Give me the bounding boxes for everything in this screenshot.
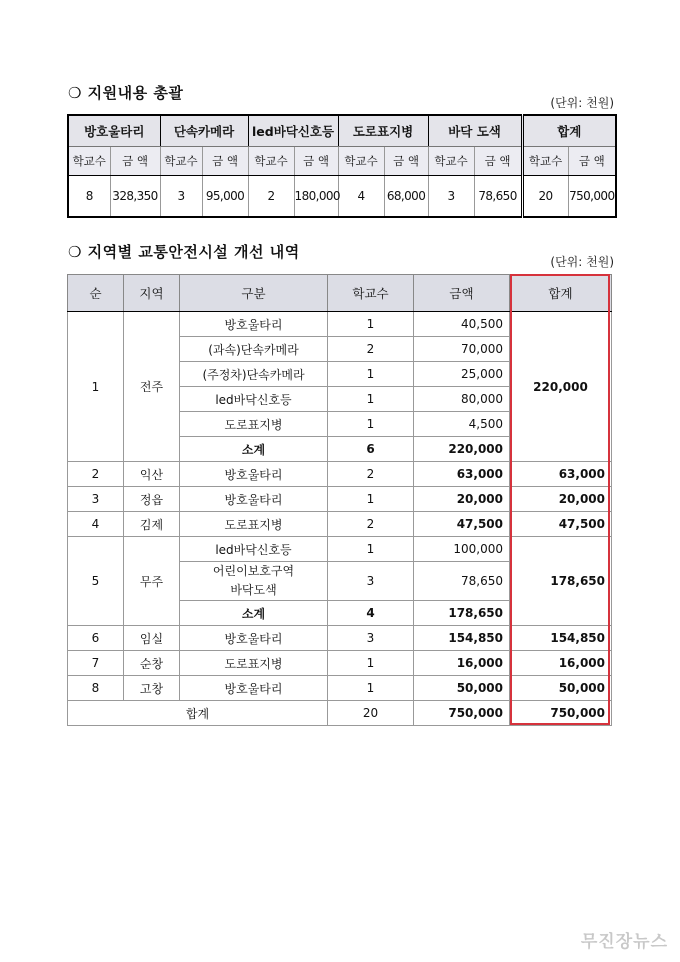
amount-cell: 16,000	[414, 651, 510, 676]
table-row	[68, 537, 612, 562]
amount-cell: 100,000	[414, 537, 510, 562]
sub-header-schools: 학교수	[428, 147, 474, 176]
sub-header-amount: 금 액	[294, 147, 338, 176]
sub-header-amount: 금 액	[568, 147, 616, 176]
type-cell: (과속)단속카메라	[180, 337, 328, 362]
summary-table	[67, 114, 617, 218]
schools-cell: 3	[328, 626, 414, 651]
row-number: 8	[68, 676, 124, 701]
section-title-summary: ❍ 지원내용 총괄	[68, 84, 184, 102]
schools-cell: 1	[328, 537, 414, 562]
summary-cell: 2	[248, 176, 294, 218]
summary-cell: 8	[68, 176, 110, 218]
table-row	[68, 462, 612, 487]
col-header-amount: 금액	[414, 275, 510, 312]
grand-total-total: 750,000	[510, 701, 612, 726]
summary-cell: 78,650	[474, 176, 522, 218]
type-line: 어린이보호구역	[212, 564, 295, 578]
amount-cell: 4,500	[414, 412, 510, 437]
region-name: 전주	[124, 312, 180, 462]
unit-label-summary: (단위: 천원)	[550, 96, 614, 110]
category-header: led바닥신호등	[248, 115, 338, 147]
type-cell: 방호울타리	[180, 487, 328, 512]
category-header: 방호울타리	[68, 115, 160, 147]
amount-cell: 70,000	[414, 337, 510, 362]
type-cell	[180, 562, 328, 601]
type-cell: led바닥신호등	[180, 387, 328, 412]
type-cell: (주정차)단속카메라	[180, 362, 328, 387]
schools-cell: 1	[328, 312, 414, 337]
section-title-region: ❍ 지역별 교통안전시설 개선 내역	[68, 243, 300, 261]
amount-cell: 154,850	[414, 626, 510, 651]
region-total: 50,000	[510, 676, 612, 701]
amount-cell: 50,000	[414, 676, 510, 701]
region-total: 47,500	[510, 512, 612, 537]
region-total: 20,000	[510, 487, 612, 512]
type-line: 바닥도색	[230, 583, 277, 597]
type-cell: 방호울타리	[180, 462, 328, 487]
subtotal-schools: 4	[328, 601, 414, 626]
grand-total-schools: 20	[328, 701, 414, 726]
summary-cell: 4	[338, 176, 384, 218]
type-cell: 방호울타리	[180, 312, 328, 337]
subtotal-amount: 178,650	[414, 601, 510, 626]
sub-header-amount: 금 액	[474, 147, 522, 176]
table-row	[68, 626, 612, 651]
schools-cell: 1	[328, 487, 414, 512]
region-name: 임실	[124, 626, 180, 651]
sub-header-schools: 학교수	[338, 147, 384, 176]
region-name: 고창	[124, 676, 180, 701]
schools-cell: 1	[328, 412, 414, 437]
schools-cell: 1	[328, 676, 414, 701]
category-header: 도로표지병	[338, 115, 428, 147]
schools-cell: 1	[328, 651, 414, 676]
region-total: 16,000	[510, 651, 612, 676]
amount-cell: 47,500	[414, 512, 510, 537]
region-total: 63,000	[510, 462, 612, 487]
col-header-no: 순	[68, 275, 124, 312]
amount-cell: 20,000	[414, 487, 510, 512]
region-name: 무주	[124, 537, 180, 626]
sub-header-amount: 금 액	[202, 147, 248, 176]
category-header-total: 합계	[522, 115, 616, 147]
region-total: 154,850	[510, 626, 612, 651]
type-cell: 도로표지병	[180, 512, 328, 537]
type-cell: 도로표지병	[180, 412, 328, 437]
type-cell: 도로표지병	[180, 651, 328, 676]
sub-header-amount: 금 액	[384, 147, 428, 176]
region-name: 정읍	[124, 487, 180, 512]
row-number: 2	[68, 462, 124, 487]
schools-cell: 2	[328, 337, 414, 362]
region-table	[67, 274, 612, 726]
summary-values-row	[68, 176, 616, 218]
sub-header-schools: 학교수	[68, 147, 110, 176]
amount-cell: 80,000	[414, 387, 510, 412]
table-row	[68, 312, 612, 337]
amount-cell: 63,000	[414, 462, 510, 487]
schools-cell: 2	[328, 512, 414, 537]
row-number: 3	[68, 487, 124, 512]
schools-cell: 2	[328, 462, 414, 487]
summary-cell: 3	[428, 176, 474, 218]
summary-cell: 3	[160, 176, 202, 218]
subtotal-schools: 6	[328, 437, 414, 462]
table-row	[68, 512, 612, 537]
row-number: 5	[68, 537, 124, 626]
region-name: 익산	[124, 462, 180, 487]
amount-cell: 25,000	[414, 362, 510, 387]
col-header-region: 지역	[124, 275, 180, 312]
row-number: 4	[68, 512, 124, 537]
region-name: 순창	[124, 651, 180, 676]
col-header-type: 구분	[180, 275, 328, 312]
subtotal-amount: 220,000	[414, 437, 510, 462]
sub-header-amount: 금 액	[110, 147, 160, 176]
sub-header-schools: 학교수	[248, 147, 294, 176]
region-total: 178,650	[510, 537, 612, 626]
amount-cell: 40,500	[414, 312, 510, 337]
category-header: 바닥 도색	[428, 115, 522, 147]
row-number: 1	[68, 312, 124, 462]
row-number: 6	[68, 626, 124, 651]
type-cell: 방호울타리	[180, 626, 328, 651]
schools-cell: 1	[328, 362, 414, 387]
type-cell: 방호울타리	[180, 676, 328, 701]
sub-header-schools: 학교수	[522, 147, 568, 176]
summary-cell: 68,000	[384, 176, 428, 218]
summary-cell: 180,000	[294, 176, 338, 218]
schools-cell: 1	[328, 387, 414, 412]
summary-cell: 328,350	[110, 176, 160, 218]
unit-label-region: (단위: 천원)	[550, 255, 614, 269]
table-row	[68, 487, 612, 512]
sub-header-schools: 학교수	[160, 147, 202, 176]
schools-cell: 3	[328, 562, 414, 601]
category-header: 단속카메라	[160, 115, 248, 147]
region-name: 김제	[124, 512, 180, 537]
subtotal-label: 소계	[180, 601, 328, 626]
summary-cell: 20	[522, 176, 568, 218]
col-header-schools: 학교수	[328, 275, 414, 312]
row-number: 7	[68, 651, 124, 676]
grand-total-amount: 750,000	[414, 701, 510, 726]
table-row	[68, 651, 612, 676]
summary-cell: 750,000	[568, 176, 616, 218]
subtotal-label: 소계	[180, 437, 328, 462]
grand-total-row	[68, 701, 612, 726]
grand-total-label: 합계	[68, 701, 328, 726]
table-row	[68, 676, 612, 701]
type-cell: led바닥신호등	[180, 537, 328, 562]
region-total: 220,000	[510, 312, 612, 462]
col-header-total: 합계	[510, 275, 612, 312]
watermark-logo: 무진장뉴스	[580, 932, 668, 952]
amount-cell: 78,650	[414, 562, 510, 601]
summary-cell: 95,000	[202, 176, 248, 218]
